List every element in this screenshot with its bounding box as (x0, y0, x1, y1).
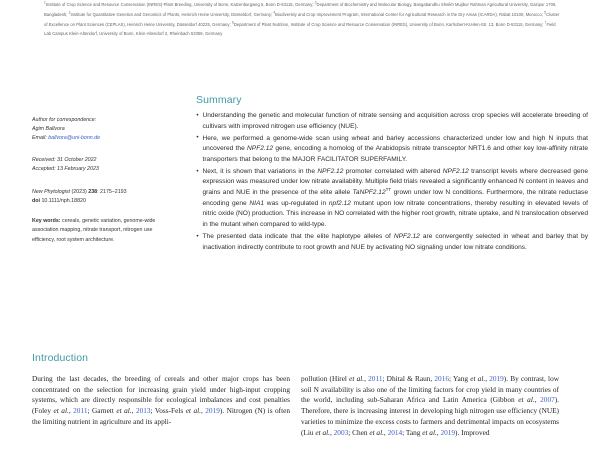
summary-bullet-list (196, 111, 588, 253)
journal-volume: 238 (88, 188, 98, 195)
affiliations-block (44, 0, 560, 39)
citation-block (32, 188, 164, 206)
affiliations-text: $^1$Institute of Crop Science and Resource Conservation (INRES)-Plant Breeding, University of Bonn, Katzenburgweg 5, Bonn D-53115, Germany; $^2$Department of Biochemistry and Molecular Biology, Bangabandhu Sheikh Mujibur Rahman Agricultural University, Gazipur 1706, Bangladesh; $^3$Institute for Quantitative Genetics and Genomics of Plants, Heinrich Heine University, Düsseldorf, Germany; $^4$Biodiversity and Crop Improvement Program, International Center for Agricultural Research in the Dry Areas (ICARDA), Rabat 10100, Morocco; $^5$Cluster of Excellence on Plant Sciences (CEPLAS), Heinrich Heine University, Düsseldorf 40225, Germany; $^6$Department of Plant Nutrition, Institute of Crop Science and Resource Conservation (INRES), University of Bonn, Karlrobert-Kreiten-Str. 13, Bonn D-53115, Germany; $^7$Field Lab Campus Klein-Altendorf, University of Bonn, Klein-Altendorf 2, Rheinbach 53359, Germany (44, 0, 560, 37)
summary-bullet: • Here, we performed a genome-wide scan using wheat and barley accessions characterized under low and high N inputs that uncovered the NPF2.12 gene, encoding a homolog of the Arabidopsis nitrate transceptor NRT1.6 and other key low-affinity nitrate transporters that belong to the MAJOR FACILITATOR SUPERFAMILY. (196, 134, 588, 166)
summary-bullet: • Next, it is shown that variations in the NPF2.12 promoter correlated with altered NPF2.12 transcript levels where decreased gene expression was measured under low nitrate availability. Multiple field trials revealed a significantly enhanced N content in leaves and grains and NUE in the presence of the elite allele $TaNPF2.12^{TT}$ grown under low N conditions. Furthermore, the nitrate reductase encoding gene NIA1 was up-regulated in npf2.12 mutant upon low nitrate concentrations, thereby resulting in elevated levels of nitric oxide (NO) production. This increase in NO correlated with the higher root growth, nitrate uptake, and N translocation observed in the mutant when compared to wild-type. (196, 167, 588, 231)
journal-year: (2023) (71, 188, 87, 195)
doi-line (32, 197, 164, 206)
summary-heading: Summary (196, 94, 242, 106)
correspondence-block (32, 116, 164, 143)
introduction-heading: Introduction (32, 352, 89, 364)
introduction-column-left: During the last decades, the breeding of cereals and other major crops has been concentrated on the selection for increasing grain yield under high-input cropping systems, which are directly responsible for ecological imbalances and cost penalties (Foley et al., 2011; Garnett et al., 2013; Voss-Fels et al., 2019). Nitrogen (N) is often the limiting nutrient in agriculture and its appli- (32, 374, 290, 426)
journal-name: New Phytologist (32, 188, 70, 195)
keywords-block (32, 217, 164, 245)
correspondence-label: Author for correspondence: (32, 117, 97, 123)
keywords-text-line (32, 217, 164, 245)
summary-section (196, 94, 588, 254)
introduction-column-right: pollution (Hirel et al., 2011; Dhital & Raun, 2016; Yang et al., 2019). By contrast, low soil N availability is also one of the limiting factors for crop yield in many countries of the world, including sub-Saharan Africa and Latin America (Gibbon et al., 2007). Therefore, there is increasing interest in developing high nitrogen use efficiency (NUE) varieties to minimize the excess costs to farmers and detrimental impacts on ecosystems (Liu et al., 2003; Chen et al., 2014; Tang et al., 2019). Improved (301, 374, 559, 437)
correspondence-email-line (32, 134, 164, 143)
journal-pages: : 2175–2193 (97, 188, 127, 195)
doi-label: doi (32, 197, 40, 204)
summary-bullet: • The presented data indicate that the elite haplotype alleles of NPF2.12 are convergently selected in wheat and barley that by inactivation indirectly contribute to root growth and NUE by activating NO signaling under low nitrate conditions. (196, 232, 588, 253)
email-link[interactable]: ballvora@uni-bonn.de (48, 135, 101, 142)
article-metadata-sidebar (32, 116, 164, 258)
keywords-label: Key words: (32, 217, 61, 224)
accepted-date: Accepted: 13 February 2023 (32, 166, 99, 173)
correspondence-author-name: Agim Ballvora (32, 126, 65, 133)
journal-citation (32, 188, 164, 197)
email-label: Email: (32, 135, 47, 142)
received-date: Received: 31 October 2022 (32, 157, 97, 164)
keywords-values: cereals, genetic variation, genome-wide association mapping, nitrate transport, nitrogen use efficiency, root system architecture. (32, 217, 156, 243)
dates-block (32, 156, 164, 174)
summary-bullet: • Understanding the genetic and molecular function of nitrate sensing and acquisition across crop species will accelerate breeding of cultivars with improved nitrogen use efficiency (NUE). (196, 111, 588, 132)
doi-value[interactable]: 10.1111/nph.18820 (41, 197, 86, 204)
